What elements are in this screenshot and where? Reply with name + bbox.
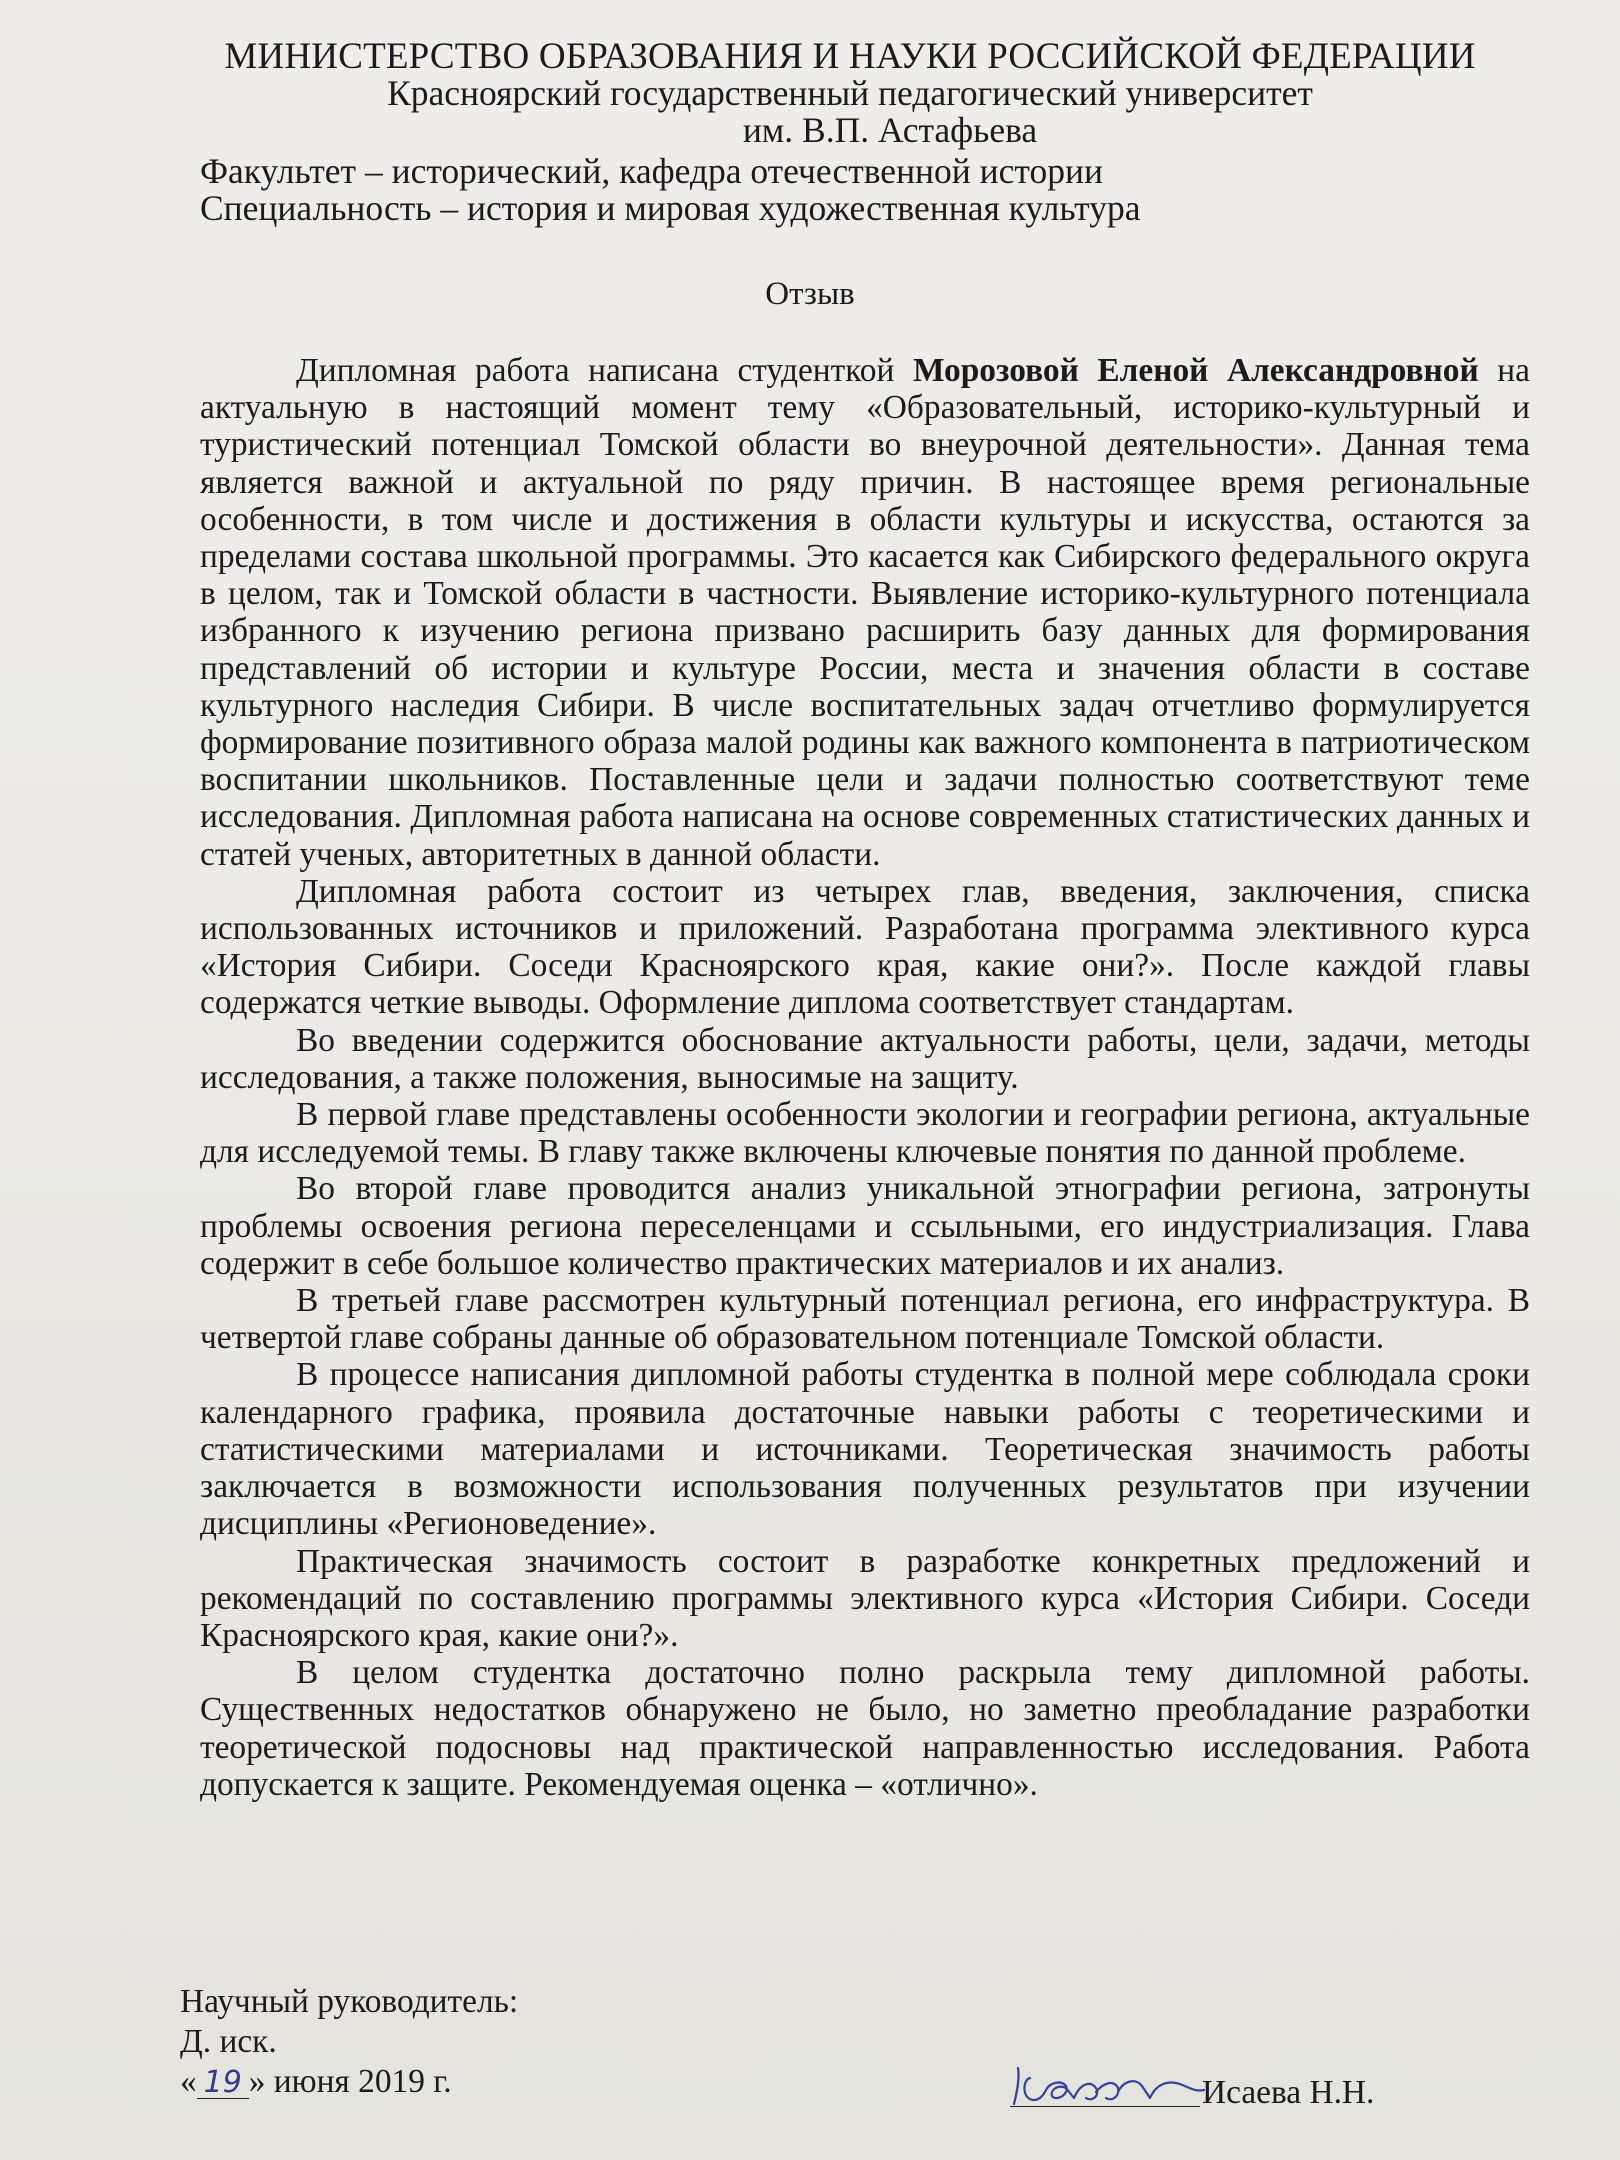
document-title: Отзыв xyxy=(765,276,855,312)
signature-line xyxy=(1010,2106,1200,2107)
paragraph-7: В процессе написания дипломной работы студентка в полной мере соблюдала сроки календарного графика, проявила достаточные навыки работы с теоретическими и статистическими материалами и источниками. Теоретическая значимость работы заключается в возможности использования полученных результатов при изучении дисциплины «Регионоведение». xyxy=(200,1356,1530,1543)
ministry-heading: МИНИСТЕРСТВО ОБРАЗОВАНИЯ И НАУКИ РОССИЙСКОЙ ФЕДЕРАЦИИ xyxy=(224,36,1476,77)
faculty-line: Факультет – исторический, кафедра отечественной истории xyxy=(200,151,1103,191)
date-open-quote: « xyxy=(180,2063,197,2100)
paragraph-1-start: Дипломная работа написана студенткой xyxy=(296,352,913,389)
paragraph-4: В первой главе представлены особенности экологии и географии региона, актуальные для исследуемой темы. В главу также включены ключевые понятия по данной проблеме. xyxy=(200,1096,1530,1171)
signature-icon xyxy=(1000,2040,1210,2116)
paragraph-1 xyxy=(200,352,1530,873)
specialty-line: Специальность – история и мировая художественная культура xyxy=(200,188,1141,228)
date-close-quote: » xyxy=(248,2063,266,2100)
signer-name: Исаева Н.Н. xyxy=(1202,2074,1375,2111)
paragraph-3: Во введении содержится обоснование актуальности работы, цели, задачи, методы исследования, а также положения, выносимые на защиту. xyxy=(200,1021,1530,1096)
paragraph-8: Практическая значимость состоит в разработке конкретных предложений и рекомендаций по составлению программы элективного курса «История Сибири. Соседи Красноярского края, какие они?». xyxy=(200,1542,1530,1654)
review-body xyxy=(200,352,1530,1803)
university-name: Красноярский государственный педагогический университет xyxy=(387,73,1313,113)
document-header xyxy=(200,38,1500,227)
supervisor-label: Научный руководитель: xyxy=(180,1983,519,2020)
paragraph-6: В третьей главе рассмотрен культурный потенциал региона, его инфраструктура. В четвертой главе собраны данные об образовательном потенциале Томской области. xyxy=(200,1282,1530,1357)
signature-block xyxy=(1000,2040,1420,2120)
university-named-after: им. В.П. Астафьева xyxy=(742,110,1038,150)
paragraph-1-rest: на актуальную в настоящий момент тему «Образовательный, историко-культурный и туристический потенциал Томской области во внеурочной деятельности». Данная тема является важной и актуальной по ряду причин. В настоящее время региональные особенности, в том числе и достижения в области культуры и искусства, остаются за пределами состава школьной программы. Это касается как Сибирского федерального округа в целом, так и Томской области в частности. Выявление историко-культурного потенциала избранного к изучению региона призвано расширить базу данных для формирования представлений об истории и культуре России, места и значения области в составе культурного наследия Сибири. В числе воспитательных задач отчетливо формулируется формирование позитивного образа малой родины как важного компонента в патриотическом воспитании школьников. Поставленные цели и задачи полностью соответствуют теме исследования. Дипломная работа написана на основе современных статистических данных и статей ученых, авторитетных в данной области. xyxy=(200,352,1530,873)
date-month-year: июня 2019 г. xyxy=(265,2063,452,2100)
paragraph-5: Во второй главе проводится анализ уникальной этнографии региона, затронуты проблемы освоения региона переселенцами и ссыльными, его индустриализация. Глава содержит в себе большое количество практических материалов и их анализ. xyxy=(200,1170,1530,1282)
date-day-handwritten: 19 xyxy=(197,2068,249,2099)
paragraph-2: Дипломная работа состоит из четырех глав, введения, заключения, списка использованных источников и приложений. Разработана программа элективного курса «История Сибири. Соседи Красноярского края, какие они?». После каждой главы содержатся четкие выводы. Оформление диплома соответствует стандартам. xyxy=(200,872,1530,1022)
supervisor-degree: Д. иск. xyxy=(180,2023,277,2060)
student-name: Морозовой Еленой Александровной xyxy=(912,352,1479,389)
paragraph-9: В целом студентка достаточно полно раскрыла тему дипломной работы. Существенных недостатков обнаружено не было, но заметно преобладание разработки теоретической подосновы над практической направленностью исследования. Работа допускается к защите. Рекомендуемая оценка – «отлично». xyxy=(200,1654,1530,1803)
